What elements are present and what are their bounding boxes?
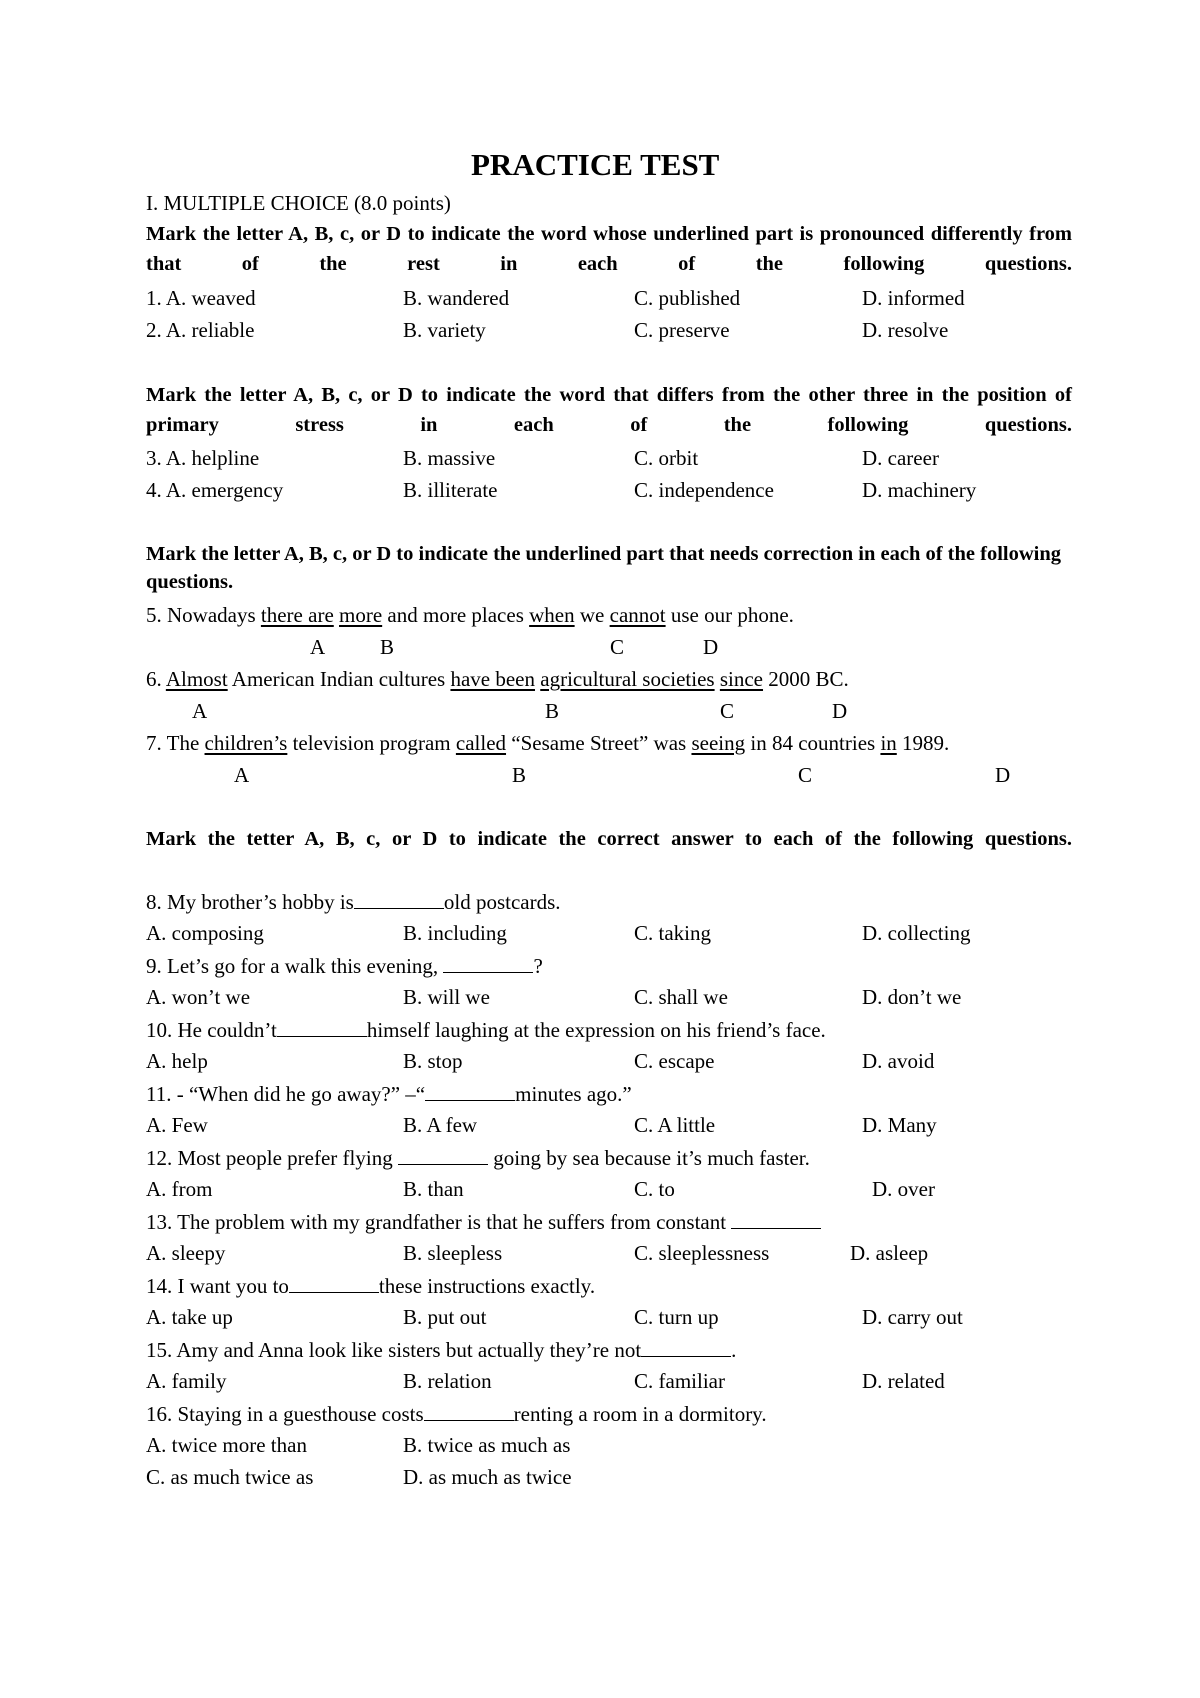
q8-stem-text: 8. My brother’s hobby is — [146, 890, 354, 914]
instruction-answer: Mark the tetter A, B, c, or D to indicate the correct answer to each of the following questions. — [146, 828, 1072, 850]
q9-option-c[interactable]: C. shall we — [634, 985, 728, 1009]
q10-option-d[interactable]: D. avoid — [862, 1049, 935, 1073]
question-15-stem — [146, 1336, 736, 1363]
question-9-stem — [146, 952, 543, 979]
q13-option-d[interactable]: D. asleep — [850, 1241, 929, 1265]
q16-stem-text: 16. Staying in a guesthouse costs — [146, 1402, 424, 1426]
question-16-stem — [146, 1400, 767, 1427]
q12-option-d[interactable]: D. over — [872, 1177, 935, 1201]
q2-option-a[interactable]: 2. A. reliable — [146, 318, 255, 342]
q11-stem-text: minutes ago.” — [515, 1082, 632, 1106]
q9-stem-text: 9. Let’s go for a walk this evening, — [146, 954, 444, 978]
q14-answer-blank[interactable] — [289, 1272, 379, 1293]
q9-answer-blank[interactable] — [443, 952, 533, 973]
q14-option-d[interactable]: D. carry out — [862, 1305, 963, 1329]
q12-stem-text: going by sea because it’s much faster. — [487, 1146, 810, 1170]
q3-option-c[interactable]: C. orbit — [634, 446, 699, 470]
q8-option-c[interactable]: C. taking — [634, 921, 711, 945]
q2-option-d[interactable]: D. resolve — [862, 318, 949, 342]
q7-label-d: D — [995, 763, 1011, 787]
q9-option-b[interactable]: B. will we — [403, 985, 490, 1009]
q7-text: television program — [287, 731, 456, 755]
q14-option-a[interactable]: A. take up — [146, 1305, 233, 1329]
q7-label-b: B — [512, 763, 527, 787]
page-title: PRACTICE TEST — [471, 147, 720, 182]
question-14-stem — [146, 1272, 595, 1299]
q8-stem-text: old postcards. — [443, 890, 561, 914]
q16-option-b[interactable]: B. twice as much as — [403, 1433, 571, 1457]
q12-option-c[interactable]: C. to — [634, 1177, 675, 1201]
q11-option-c[interactable]: C. A little — [634, 1113, 716, 1137]
q10-option-a[interactable]: A. help — [146, 1049, 208, 1073]
q11-stem-text: 11. - “When did he go away?” –“ — [146, 1082, 426, 1106]
q7-underlined-c[interactable]: seeing — [691, 731, 746, 755]
q1-option-b[interactable]: B. wandered — [403, 286, 510, 310]
q9-stem-text: ? — [533, 954, 543, 978]
q14-option-b[interactable]: B. put out — [403, 1305, 487, 1329]
q12-option-a[interactable]: A. from — [146, 1177, 213, 1201]
q6-underlined-c[interactable]: agricultural societies — [540, 667, 715, 691]
q10-stem-text: 10. He couldn’t — [146, 1018, 277, 1042]
instruction-stress: Mark the letter A, B, c, or D to indicate the word that differs from the other three in the position of primary stress in each of the following questions. — [146, 384, 1072, 436]
q15-option-a[interactable]: A. family — [146, 1369, 227, 1393]
q5-label-a: A — [310, 635, 326, 659]
q12-stem-text: 12. Most people prefer flying — [146, 1146, 398, 1170]
q13-option-c[interactable]: C. sleeplessness — [634, 1241, 770, 1265]
q7-label-a: A — [234, 763, 250, 787]
q13-option-a[interactable]: A. sleepy — [146, 1241, 226, 1265]
q14-stem-text: 14. I want you to — [146, 1274, 289, 1298]
q14-option-c[interactable]: C. turn up — [634, 1305, 719, 1329]
instruction-pronunciation: Mark the letter A, B, c, or D to indicate the word whose underlined part is pronounced differently from that of the rest in each of the following questions. — [146, 223, 1072, 275]
q13-option-b[interactable]: B. sleepless — [403, 1241, 503, 1265]
q16-stem-text: renting a room in a dormitory. — [513, 1402, 767, 1426]
q16-option-a[interactable]: A. twice more than — [146, 1433, 307, 1457]
q11-option-a[interactable]: A. Few — [146, 1113, 208, 1137]
q15-stem-text: . — [731, 1338, 737, 1362]
instruction-correction: Mark the letter A, B, c, or D to indicate the underlined part that needs correction in each of the following questions. — [146, 543, 1061, 593]
q9-option-a[interactable]: A. won’t we — [146, 985, 251, 1009]
q1-option-d[interactable]: D. informed — [862, 286, 965, 310]
q7-underlined-a[interactable]: children’s — [204, 731, 288, 755]
q6-text: American Indian cultures — [227, 667, 451, 691]
question-12-stem — [146, 1144, 810, 1171]
q6-underlined-a[interactable]: Almost — [165, 667, 228, 691]
q10-stem-text: himself laughing at the expression on his friend’s face. — [366, 1018, 826, 1042]
q6-text: 2000 BC. — [763, 667, 849, 691]
q16-option-d[interactable]: D. as much as twice — [403, 1465, 572, 1489]
section-heading: I. MULTIPLE CHOICE (8.0 points) — [146, 191, 451, 215]
q11-answer-blank[interactable] — [425, 1080, 515, 1101]
q5-label-d: D — [703, 635, 719, 659]
q12-answer-blank[interactable] — [398, 1144, 488, 1165]
q6-underlined-d[interactable]: since — [719, 667, 764, 691]
q13-answer-blank[interactable] — [731, 1208, 821, 1229]
q4-option-a[interactable]: 4. A. emergency — [146, 478, 284, 502]
q7-label-c: C — [798, 763, 813, 787]
q7-underlined-d[interactable]: in — [880, 731, 897, 755]
q15-option-c[interactable]: C. familiar — [634, 1369, 725, 1393]
q13-stem-text: 13. The problem with my grandfather is that he suffers from constant — [146, 1210, 732, 1234]
q7-text: 1989. — [896, 731, 950, 755]
q7-text: 7. The — [146, 731, 205, 755]
q1-option-a[interactable]: 1. A. weaved — [146, 286, 256, 310]
q11-option-b[interactable]: B. A few — [403, 1113, 478, 1137]
q14-stem-text: these instructions exactly. — [378, 1274, 596, 1298]
question-8-stem — [146, 888, 561, 915]
q7-text: in 84 countries — [745, 731, 881, 755]
q6-underlined-b[interactable]: have been — [450, 667, 535, 691]
q6-label-a: A — [192, 699, 208, 723]
q5-text: 5. Nowadays — [146, 603, 261, 627]
q2-option-b[interactable]: B. variety — [403, 318, 486, 342]
question-10-stem — [146, 1016, 826, 1043]
q10-answer-blank[interactable] — [277, 1016, 367, 1037]
q3-option-b[interactable]: B. massive — [403, 446, 496, 470]
q2-option-c[interactable]: C. preserve — [634, 318, 730, 342]
q4-option-d[interactable]: D. machinery — [862, 478, 977, 502]
q8-option-b[interactable]: B. including — [403, 921, 507, 945]
q6-label-c: C — [720, 699, 735, 723]
q6-text: 6. — [146, 667, 166, 691]
q4-option-b[interactable]: B. illiterate — [403, 478, 498, 502]
q15-option-b[interactable]: B. relation — [403, 1369, 492, 1393]
q15-answer-blank[interactable] — [641, 1336, 731, 1357]
q7-text: “Sesame Street” was — [506, 731, 692, 755]
q16-option-c[interactable]: C. as much twice as — [146, 1465, 314, 1489]
q5-underlined-c[interactable]: when — [529, 603, 575, 627]
q4-option-c[interactable]: C. independence — [634, 478, 774, 502]
q15-option-d[interactable]: D. related — [862, 1369, 945, 1393]
question-6-sentence — [146, 666, 849, 692]
q8-answer-blank[interactable] — [354, 888, 444, 909]
question-13-stem — [146, 1208, 821, 1235]
q8-option-d[interactable]: D. collecting — [862, 921, 971, 945]
q5-underlined-d[interactable]: cannot — [609, 603, 666, 627]
q15-stem-text: 15. Amy and Anna look like sisters but actually they’re not — [146, 1338, 642, 1362]
q1-option-c[interactable]: C. published — [634, 286, 741, 310]
q8-option-a[interactable]: A. composing — [146, 921, 264, 945]
q3-option-d[interactable]: D. career — [862, 446, 939, 470]
q11-option-d[interactable]: D. Many — [862, 1113, 937, 1137]
q5-text: we — [574, 603, 610, 627]
q7-underlined-b[interactable]: called — [455, 731, 507, 755]
q5-text: and more places — [382, 603, 530, 627]
q5-text: use our phone. — [665, 603, 794, 627]
q9-option-d[interactable]: D. don’t we — [862, 985, 962, 1009]
q12-option-b[interactable]: B. than — [403, 1177, 464, 1201]
q5-label-b: B — [380, 635, 395, 659]
q10-option-c[interactable]: C. escape — [634, 1049, 715, 1073]
question-11-stem — [146, 1080, 632, 1107]
q5-underlined-b[interactable]: more — [339, 603, 383, 627]
q16-answer-blank[interactable] — [424, 1400, 514, 1421]
q10-option-b[interactable]: B. stop — [403, 1049, 463, 1073]
q6-label-b: B — [545, 699, 560, 723]
q5-underlined-a[interactable]: there are — [260, 603, 334, 627]
question-7-sentence — [146, 730, 949, 756]
q5-label-c: C — [610, 635, 625, 659]
q3-option-a[interactable]: 3. A. helpline — [146, 446, 260, 470]
q6-label-d: D — [832, 699, 848, 723]
question-5-sentence — [146, 602, 794, 628]
